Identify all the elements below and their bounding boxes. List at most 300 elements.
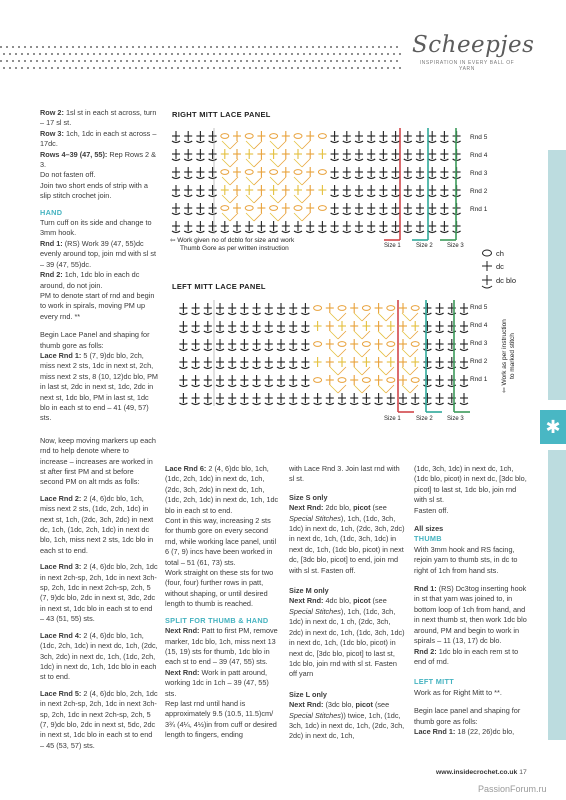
ch-symbol: [314, 306, 322, 311]
dc-blo-symbol: [436, 393, 444, 405]
dc-blo-symbol: [343, 149, 351, 161]
lace-stitch-link: [230, 159, 238, 167]
lace-stitch-link: [410, 313, 418, 321]
dc-blo-symbol: [355, 221, 363, 233]
dc-symbol: [314, 321, 322, 331]
dc-blo-symbol: [209, 221, 217, 233]
dc-symbol: [375, 357, 383, 367]
section-tab-icon: ✱: [540, 410, 566, 444]
size-label: Size 2: [416, 243, 433, 249]
dc-blo-symbol: [392, 149, 400, 161]
dc-blo-symbol: [270, 221, 278, 233]
lace-stitch-link: [278, 159, 286, 167]
left-chart-note: [499, 300, 519, 420]
dc-blo-symbol: [428, 221, 436, 233]
lace-stitch-link: [330, 331, 338, 339]
lace-stitch-link: [278, 177, 286, 185]
dc-blo-symbol: [233, 221, 241, 233]
paragraph: Work as for Right Mitt to **.: [414, 687, 502, 697]
size-m-heading: Size M only: [289, 586, 329, 596]
dc-blo-symbol: [204, 393, 212, 405]
all-sizes-heading: All sizes: [414, 524, 444, 534]
paragraph: Rnd 1: (RS) Work 39 (47, 55)dc evenly around top, join rnd with sl st – 39 (47, 55)dc.: [40, 238, 157, 269]
dc-blo-symbol: [301, 393, 309, 405]
dc-symbol: [282, 131, 290, 141]
lace-stitch-link: [294, 159, 302, 167]
paragraph: Next Rnd: 4dc blo, picot (see Special Stitches), 1ch, (1dc, 3ch, 1dc) in next dc, 1 ch, (2dc, 3ch, 2dc) in next dc, 1ch, (1dc, 3ch, 1dc) in next dc, 1ch, (1dc blo, picot) in next dc, [3dc blo, picot] to last st, 1dc blo, join rnd with sl st. Fasten off yarn: [289, 596, 405, 679]
lace-stitch-link: [386, 313, 394, 321]
dc-blo-symbol: [216, 303, 224, 315]
dc-blo-symbol: [277, 339, 285, 351]
paragraph: Lace Rnd 5: 2 (4, 6)dc blo, 2ch, 1dc in next 2ch-sp, 2ch, 1dc in next 3ch-sp, 2ch, 1dc in next 2ch-sp, 2ch, 5 (7, 9)dc blo, 2dc in next st, 5dc, 2dc in next st, 1dc blo in each st to end – 45 (53, 57) sts.: [40, 688, 158, 750]
dc-symbol: [282, 203, 290, 213]
footer-url[interactable]: www.insidecrochet.co.uk: [436, 769, 518, 776]
lace-stitch-link: [378, 385, 386, 393]
dc-blo-symbol: [204, 357, 212, 369]
dc-blo-symbol: [253, 321, 261, 333]
lace-stitch-link: [330, 313, 338, 321]
lace-stitch-link: [246, 195, 254, 203]
dc-blo-symbol: [326, 393, 334, 405]
dc-blo-symbol: [331, 131, 339, 143]
dc-blo-symbol: [331, 185, 339, 197]
dc-blo-symbol: [253, 375, 261, 387]
paragraph: Do not fasten off.: [40, 170, 96, 180]
dc-symbol: [326, 303, 334, 313]
dc-symbol: [399, 357, 407, 367]
lace-stitch-link: [294, 213, 302, 221]
ch-symbol: [245, 134, 253, 139]
dc-symbol: [257, 167, 265, 177]
dc-blo-symbol: [460, 375, 468, 387]
dc-blo-symbol: [301, 375, 309, 387]
dc-blo-symbol: [436, 303, 444, 315]
dc-blo-symbol: [436, 375, 444, 387]
dc-blo-symbol: [367, 131, 375, 143]
size-label: Size 3: [447, 416, 464, 422]
lace-stitch-link: [362, 313, 370, 321]
dc-blo-symbol: [379, 131, 387, 143]
ch-symbol: [411, 378, 419, 383]
lace-stitch-link: [230, 195, 238, 203]
dc-blo-symbol: [216, 321, 224, 333]
size-label: Size 1: [384, 416, 401, 422]
section-heading-hand: HAND: [40, 207, 63, 217]
dc-blo-symbol: [392, 185, 400, 197]
round-label: Rnd 1: [470, 206, 488, 213]
paragraph: Next Rnd: 2dc blo, picot (see Special Stitches), 1ch, (1dc, 3ch, 1dc) in next dc, 1ch, (2dc, 3ch, 2dc) in next dc, 1ch, (1dc, 3ch, 1dc) in next dc, 1ch, (1dc blo, picot) in next dc, [3dc blo, picot] to end, join rnd with sl st. Fasten off.: [289, 503, 405, 575]
dc-blo-symbol: [404, 131, 412, 143]
dc-symbol: [399, 321, 407, 331]
dc-blo-symbol: [343, 167, 351, 179]
dc-blo-symbol: [257, 221, 265, 233]
column-2: [165, 464, 281, 747]
dc-blo-symbol: [184, 131, 192, 143]
dc-symbol: [326, 339, 334, 349]
dc-blo-symbol: [436, 321, 444, 333]
round-label: Rnd 3: [470, 340, 488, 347]
paragraph: (1dc, 3ch, 1dc) in next dc, 1ch, (1dc blo, picot) in next dc, [3dc blo, picot] to last st, 1dc blo, join rnd with sl st.: [414, 464, 527, 505]
dc-blo-symbol: [301, 339, 309, 351]
dc-blo-symbol: [411, 393, 419, 405]
dc-blo-symbol: [423, 375, 431, 387]
round-label: Rnd 4: [470, 322, 488, 329]
legend-ch: ch: [496, 249, 504, 258]
size-label: Size 1: [384, 243, 401, 249]
dc-symbol: [233, 203, 241, 213]
dc-blo-symbol: [440, 149, 448, 161]
lace-stitch-link: [386, 385, 394, 393]
lace-stitch-link: [246, 213, 254, 221]
dc-blo-symbol: [331, 203, 339, 215]
dc-blo-symbol: [379, 203, 387, 215]
section-heading-thumb: THUMB: [414, 534, 442, 544]
dc-blo-symbol: [209, 203, 217, 215]
lace-stitch-link: [338, 349, 346, 357]
dc-blo-symbol: [331, 167, 339, 179]
dc-blo-symbol: [289, 339, 297, 351]
ch-symbol: [270, 134, 278, 139]
dc-symbol: [326, 357, 334, 367]
dc-blo-symbol: [428, 167, 436, 179]
dc-blo-symbol: [253, 303, 261, 315]
lace-stitch-link: [230, 213, 238, 221]
dc-symbol: [326, 375, 334, 385]
dc-blo-symbol: [355, 131, 363, 143]
ch-symbol: [245, 170, 253, 175]
lace-stitch-link: [246, 177, 254, 185]
ch-symbol: [411, 306, 419, 311]
column-1: [40, 108, 158, 757]
arrow-left-icon: ⇦: [170, 237, 176, 244]
dc-blo-symbol: [172, 221, 180, 233]
lace-stitch-link: [410, 367, 418, 375]
paragraph: Next Rnd: (3dc blo, picot (see Special Stitches)) twice, 1ch, (1dc, 3ch, 1dc) in next dc, 1ch, (2dc, 3ch, 2dc) in next dc, 1ch,: [289, 700, 405, 741]
paragraph: Rep last rnd until hand is approximately 9.5 (10.5, 11.5)cm/ 3¾ (4¼, 4½)in from cuff or desired length to fingers, ending: [165, 698, 277, 740]
paragraph: Lace Rnd 1: 5 (7, 9)dc blo, 2ch, miss next 2 sts, 1dc in next st, 2ch, miss next 2 sts, 8 (10, 12)dc blo, PM in last st, 2dc in next st, 1dc, 2dc in next st, 1dc blo, PM in last st, 1dc blo in each st to end – 41 (49, 57) sts.: [40, 350, 159, 423]
dc-symbol: [314, 357, 322, 367]
ch-symbol: [387, 378, 395, 383]
paragraph: Begin Lace Panel and shaping for thumb gore as folls:: [40, 330, 150, 350]
ch-symbol: [362, 306, 370, 311]
dc-blo-symbol: [204, 321, 212, 333]
dc-symbol: [338, 321, 346, 331]
dc-blo-symbol: [196, 185, 204, 197]
dc-blo-symbol: [228, 375, 236, 387]
dc-blo-symbol: [343, 221, 351, 233]
round-label: Rnd 2: [470, 358, 488, 365]
ch-symbol: [387, 306, 395, 311]
dc-blo-symbol: [301, 303, 309, 315]
dc-blo-symbol: [196, 131, 204, 143]
lace-stitch-link: [302, 195, 310, 203]
dc-blo-symbol: [416, 131, 424, 143]
dc-blo-symbol: [179, 321, 187, 333]
lace-stitch-link: [410, 349, 418, 357]
ch-symbol: [338, 306, 346, 311]
dc-blo-symbol: [228, 303, 236, 315]
dc-blo-symbol: [282, 221, 290, 233]
dc-blo-symbol: [277, 357, 285, 369]
dc-blo-symbol: [460, 393, 468, 405]
dc-symbol: [221, 149, 229, 159]
dc-blo-symbol: [423, 393, 431, 405]
legend-dc: dc: [496, 262, 504, 271]
note-rotated: [501, 298, 517, 414]
dc-blo-symbol: [301, 321, 309, 333]
legend-dcblo-symbol: [482, 275, 492, 288]
dc-blo-symbol: [184, 221, 192, 233]
dc-blo-symbol: [440, 221, 448, 233]
dc-blo-symbol: [423, 339, 431, 351]
dc-blo-symbol: [367, 221, 375, 233]
dc-blo-symbol: [355, 203, 363, 215]
lace-stitch-link: [410, 331, 418, 339]
dc-symbol: [233, 149, 241, 159]
legend-symbols: [480, 248, 494, 292]
dc-blo-symbol: [331, 221, 339, 233]
dc-blo-symbol: [228, 321, 236, 333]
dc-blo-symbol: [179, 393, 187, 405]
lace-stitch-link: [270, 213, 278, 221]
dc-blo-symbol: [179, 303, 187, 315]
dc-blo-symbol: [318, 221, 326, 233]
dc-blo-symbol: [392, 221, 400, 233]
dc-blo-symbol: [301, 357, 309, 369]
dc-blo-symbol: [196, 149, 204, 161]
paragraph: Rnd 2: 1ch, 1dc blo in each dc around, do not join.: [40, 270, 140, 290]
dc-symbol: [270, 185, 278, 195]
ch-symbol: [245, 206, 253, 211]
dc-blo-symbol: [331, 149, 339, 161]
dc-blo-symbol: [196, 167, 204, 179]
dc-blo-symbol: [277, 375, 285, 387]
lace-stitch-link: [402, 331, 410, 339]
dc-blo-symbol: [277, 393, 285, 405]
dot-row-1: [0, 46, 400, 50]
dc-blo-symbol: [228, 393, 236, 405]
note-line: Thumb Gore as per written instruction: [180, 245, 289, 252]
ch-symbol: [362, 378, 370, 383]
dc-symbol: [233, 185, 241, 195]
lace-stitch-link: [246, 159, 254, 167]
dc-blo-symbol: [460, 321, 468, 333]
dc-blo-symbol: [179, 357, 187, 369]
ch-symbol: [294, 206, 302, 211]
ch-symbol: [294, 170, 302, 175]
dc-symbol: [257, 131, 265, 141]
ch-symbol: [294, 134, 302, 139]
dc-blo-symbol: [392, 167, 400, 179]
dc-symbol: [306, 167, 314, 177]
paragraph: Lace Rnd 3: 2 (4, 6)dc blo, 2ch, 1dc in next 2ch-sp, 2ch, 1dc in next 3ch-sp, 2ch, 1dc in next 2ch-sp, 2ch, 5 (7, 9)dc blo, 2dc in next st, 3dc, 2dc in next st, 1dc blo in each st to end – 43 (51, 55) sts.: [40, 562, 158, 624]
lace-stitch-link: [254, 195, 262, 203]
dc-blo-symbol: [204, 303, 212, 315]
dc-blo-symbol: [172, 185, 180, 197]
dc-blo-symbol: [416, 185, 424, 197]
dc-symbol: [375, 303, 383, 313]
dc-blo-symbol: [265, 393, 273, 405]
lace-stitch-link: [338, 385, 346, 393]
note-line: Work given no of dcblo for size and work: [177, 237, 295, 244]
dc-blo-symbol: [440, 131, 448, 143]
legend-dc-symbol: [482, 261, 492, 271]
note-line: Work as per instruction: [501, 319, 508, 386]
dc-blo-symbol: [192, 339, 200, 351]
dc-symbol: [282, 185, 290, 195]
dc-blo-symbol: [392, 203, 400, 215]
lace-stitch-link: [230, 177, 238, 185]
dc-blo-symbol: [179, 375, 187, 387]
dc-blo-symbol: [440, 185, 448, 197]
dc-blo-symbol: [192, 303, 200, 315]
lace-stitch-link: [302, 159, 310, 167]
dc-blo-symbol: [240, 375, 248, 387]
left-lace-panel-chart: [170, 294, 500, 424]
dc-blo-symbol: [216, 357, 224, 369]
dc-symbol: [375, 321, 383, 331]
dc-blo-symbol: [172, 131, 180, 143]
ch-symbol: [314, 342, 322, 347]
dc-blo-symbol: [253, 339, 261, 351]
ch-symbol: [270, 206, 278, 211]
lace-stitch-link: [362, 349, 370, 357]
dc-symbol: [399, 303, 407, 313]
dc-symbol: [306, 131, 314, 141]
ch-symbol: [362, 342, 370, 347]
dc-blo-symbol: [343, 185, 351, 197]
dc-blo-symbol: [355, 149, 363, 161]
round-label: Rnd 3: [470, 170, 488, 177]
paragraph: Next Rnd: Patt to first PM, remove marker, 1dc blo, 1ch, miss next 13 (15, 19) sts for thumb, 1dc blo in each st to end – 39 (47, 55) sts.: [165, 626, 278, 667]
lace-stitch-link: [270, 177, 278, 185]
dc-blo-symbol: [314, 393, 322, 405]
ch-symbol: [221, 170, 229, 175]
size-label: Size 2: [416, 416, 433, 422]
size-label: Size 3: [447, 243, 464, 249]
dc-blo-symbol: [209, 185, 217, 197]
dc-blo-symbol: [379, 221, 387, 233]
dc-blo-symbol: [277, 303, 285, 315]
legend-dcblo: dc blo: [496, 276, 517, 285]
dc-blo-symbol: [179, 339, 187, 351]
paragraph: Lace Rnd 4: 2 (4, 6)dc blo, 1ch, (1dc, 2ch, 1dc) in next dc, 1ch, (2dc, 3ch, 2dc) in next dc, 1ch, (1dc, 2ch, 1dc) in next dc, 1ch, 1dc blo in each st to end.: [40, 630, 158, 682]
dc-blo-symbol: [416, 149, 424, 161]
dc-blo-symbol: [289, 393, 297, 405]
dc-blo-symbol: [265, 339, 273, 351]
brand-logo: [412, 32, 535, 72]
dot-row-4: [0, 67, 400, 71]
dc-blo-symbol: [436, 357, 444, 369]
dc-blo-symbol: [362, 393, 370, 405]
dc-symbol: [257, 203, 265, 213]
right-panel-title: RIGHT MITT LACE PANEL: [172, 110, 271, 119]
dc-blo-symbol: [228, 357, 236, 369]
arrow-left-icon: ⇦: [501, 387, 508, 393]
lace-stitch-link: [402, 385, 410, 393]
dc-symbol: [221, 185, 229, 195]
dc-symbol: [375, 375, 383, 385]
dc-blo-symbol: [423, 357, 431, 369]
lace-stitch-link: [278, 141, 286, 149]
dc-blo-symbol: [423, 321, 431, 333]
page-footer: [436, 769, 527, 776]
dc-symbol: [294, 185, 302, 195]
dc-blo-symbol: [172, 149, 180, 161]
dc-blo-symbol: [355, 167, 363, 179]
dc-blo-symbol: [416, 221, 424, 233]
dc-symbol: [233, 167, 241, 177]
dc-symbol: [350, 339, 358, 349]
dc-blo-symbol: [265, 375, 273, 387]
dc-blo-symbol: [294, 221, 302, 233]
dc-blo-symbol: [196, 203, 204, 215]
dc-blo-symbol: [350, 393, 358, 405]
right-chart-note: [170, 237, 294, 253]
dc-blo-symbol: [416, 203, 424, 215]
size-l-heading: Size L only: [289, 689, 327, 699]
dc-blo-symbol: [204, 339, 212, 351]
ch-symbol: [387, 342, 395, 347]
section-heading-split: SPLIT FOR THUMB & HAND: [165, 615, 269, 625]
dc-blo-symbol: [184, 203, 192, 215]
lace-stitch-link: [402, 313, 410, 321]
dc-blo-symbol: [172, 203, 180, 215]
lace-stitch-link: [338, 367, 346, 375]
dc-blo-symbol: [428, 185, 436, 197]
dc-blo-symbol: [184, 149, 192, 161]
dc-blo-symbol: [277, 321, 285, 333]
paragraph: Rnd 1: (RS) Dc3tog inserting hook in st that yarn was joined to, in bottom loop of 1ch from hand, and in next thumb st, then work 1dc blo around, PM and begin to work in spirals – 11 (13, 17) dc blo.: [414, 584, 527, 646]
ch-symbol: [314, 378, 322, 383]
lace-stitch-link: [354, 385, 362, 393]
dc-blo-symbol: [192, 321, 200, 333]
lace-stitch-link: [386, 367, 394, 375]
sidebar-stripe-lower: [548, 450, 566, 740]
dc-symbol: [375, 339, 383, 349]
dc-symbol: [245, 149, 253, 159]
ch-symbol: [318, 206, 326, 211]
lace-stitch-link: [222, 177, 230, 185]
dc-blo-symbol: [265, 321, 273, 333]
dc-blo-symbol: [428, 149, 436, 161]
dc-blo-symbol: [367, 149, 375, 161]
paragraph: With 3mm hook and RS facing, rejoin yarn to thumb sts, in dc to right of 1ch from hand sts.: [414, 544, 518, 575]
brand-tagline: INSPIRATION IN EVERY BALL OF YARN: [419, 60, 515, 72]
dc-blo-symbol: [240, 393, 248, 405]
lace-stitch-link: [378, 331, 386, 339]
dc-blo-symbol: [216, 375, 224, 387]
dot-row-3: [0, 60, 400, 64]
round-label: Rnd 2: [470, 188, 488, 195]
lace-stitch-link: [402, 349, 410, 357]
round-label: Rnd 5: [470, 304, 488, 311]
ch-symbol: [318, 170, 326, 175]
lace-stitch-link: [354, 313, 362, 321]
brand-name: Scheepjes: [412, 32, 535, 58]
dc-symbol: [306, 203, 314, 213]
dc-blo-symbol: [428, 131, 436, 143]
lace-stitch-link: [254, 159, 262, 167]
lace-stitch-link: [330, 385, 338, 393]
dc-blo-symbol: [216, 339, 224, 351]
lace-stitch-link: [278, 195, 286, 203]
lace-stitch-link: [378, 349, 386, 357]
dc-blo-symbol: [343, 203, 351, 215]
dc-blo-symbol: [289, 303, 297, 315]
lace-stitch-link: [294, 195, 302, 203]
dc-blo-symbol: [192, 357, 200, 369]
